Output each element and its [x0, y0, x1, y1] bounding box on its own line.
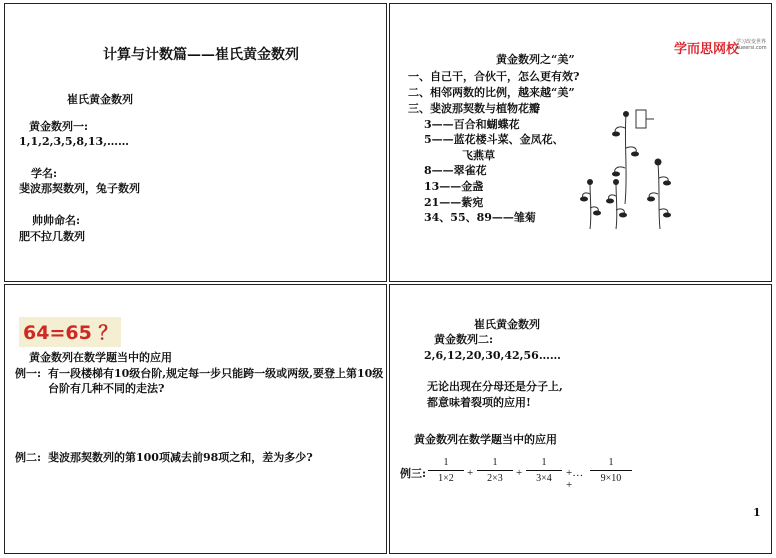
flower-item: 21——紫宛 [424, 196, 484, 209]
seq1-label: 黄金数列一: [29, 120, 89, 133]
brand-logo-subtext [736, 39, 767, 51]
brand-logo: 学而思网校 [674, 42, 740, 57]
slide-3 [4, 284, 387, 554]
application-heading: 黄金数列在数学题当中的应用 [29, 351, 172, 364]
point-1: 一、自己干，合伙干，怎么更有效? [408, 70, 580, 83]
point-2: 二、相邻两数的比例，越来越“美” [408, 86, 575, 99]
fraction-numerator: 1 [590, 457, 632, 471]
fraction-term [526, 457, 562, 484]
plus-operator: + [516, 467, 523, 479]
slide1-subtitle: 崔氏黄金数列 [67, 93, 133, 106]
fraction-term [590, 457, 632, 484]
fraction-denominator: 1×2 [438, 473, 454, 484]
flower-item: 8——翠雀花 [424, 164, 487, 177]
fraction-term [477, 457, 513, 484]
example-2-text: 斐波那契数列的第100项减去前98项之和，差为多少? [48, 451, 313, 464]
fraction-denominator: 3×4 [536, 473, 552, 484]
example-1-line-1: 有一段楼梯有10级台阶,规定每一步只能跨一级或两级,要登上第10级 [48, 367, 384, 380]
beauty-heading: 黄金数列之“美” [496, 53, 575, 66]
fraction-numerator: 1 [526, 457, 562, 471]
example-1-line-2: 台阶有几种不同的走法? [48, 382, 165, 395]
slide-2 [389, 3, 772, 282]
logo-sub-line-1: 学习改变世界 [736, 39, 767, 45]
seq1-values: 1,1,2,3,5,8,13,…… [19, 135, 130, 148]
example-2-label: 例二: [15, 451, 42, 464]
slide-1 [4, 3, 387, 282]
ellipsis-operator: +…+ [566, 467, 584, 491]
flower-item: 34、55、89——雏菊 [424, 211, 536, 224]
point-3: 三、斐波那契数与植物花瓣 [408, 102, 540, 115]
fraction-term [428, 457, 464, 484]
seq2-values: 2,6,12,20,30,42,56…… [424, 349, 561, 362]
flower-item: 13——金盏 [424, 180, 484, 193]
plus-operator: + [467, 467, 474, 479]
flower-item: 5——蓝花楼斗菜、金凤花、 [424, 133, 564, 146]
equation-banner: 64=65 ？ [19, 317, 121, 347]
plant-diagram-image [578, 104, 696, 234]
slide-4 [389, 284, 772, 554]
example-3-label: 例三: [400, 467, 427, 480]
application-heading: 黄金数列在数学题当中的应用 [414, 433, 557, 446]
nickname-value: 肥不拉几数列 [19, 230, 85, 243]
slide1-title: 计算与计数篇——崔氏黄金数列 [103, 47, 299, 63]
fraction-denominator: 2×3 [487, 473, 503, 484]
slide4-title: 崔氏黄金数列 [474, 318, 540, 331]
page-number: 1 [753, 506, 761, 519]
alias-label: 学名: [31, 167, 58, 180]
fraction-numerator: 1 [428, 457, 464, 471]
note-line-1: 无论出现在分母还是分子上, [427, 380, 563, 393]
note-line-2: 都意味着裂项的应用! [427, 396, 531, 409]
flower-item: 飞燕草 [462, 149, 495, 162]
fraction-denominator: 9×10 [600, 473, 622, 484]
flower-item: 3——百合和蝴蝶花 [424, 118, 520, 131]
logo-sub-line-2: xueersi.com [736, 45, 767, 51]
fraction-numerator: 1 [477, 457, 513, 471]
example-1-label: 例一: [15, 367, 42, 380]
nickname-label: 帅帅命名: [32, 214, 81, 227]
seq2-label: 黄金数列二: [434, 333, 494, 346]
alias-value: 斐波那契数列，兔子数列 [19, 182, 140, 195]
